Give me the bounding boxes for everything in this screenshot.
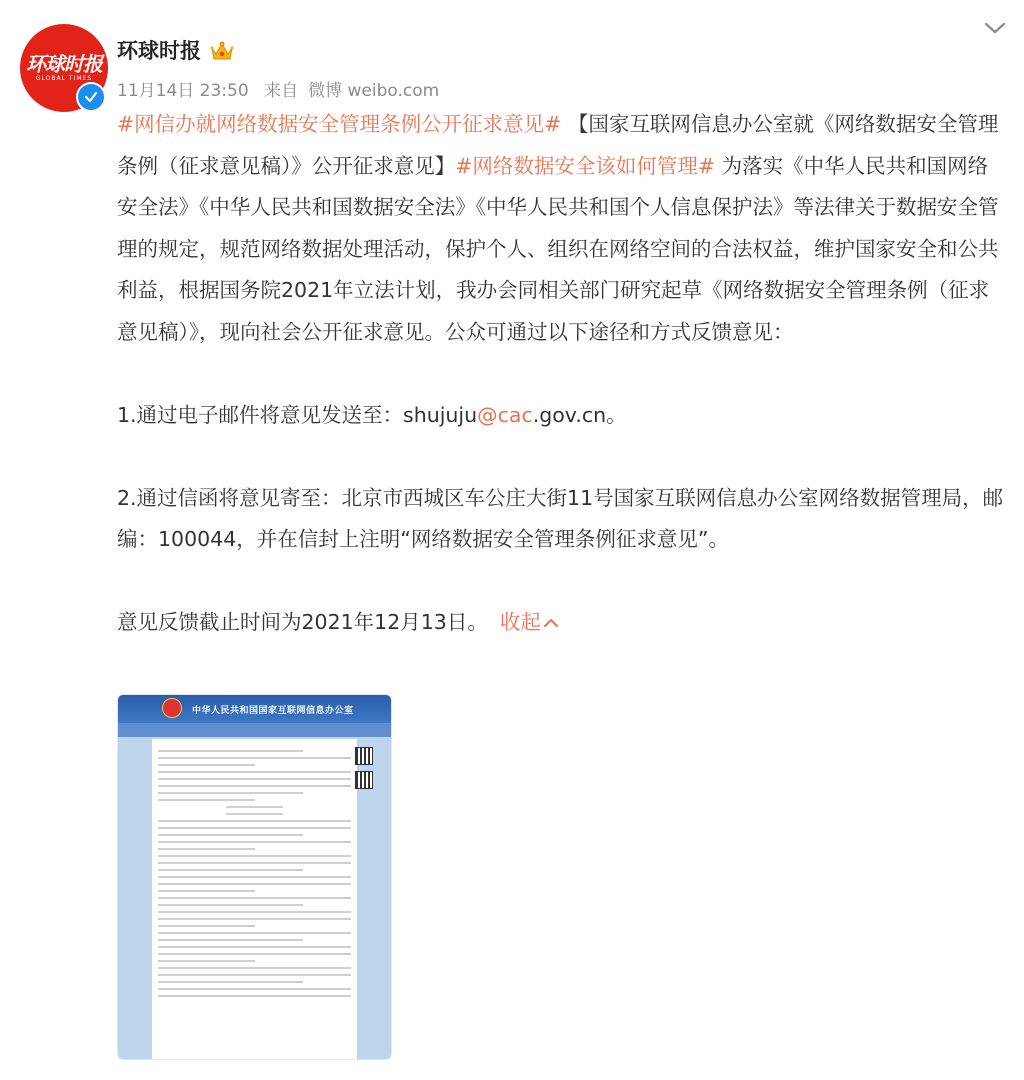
email-prefix: 1.通过电子邮件将意见发送至：shujuju xyxy=(117,402,478,427)
image-text-line xyxy=(158,995,351,997)
post-meta xyxy=(117,78,449,104)
image-text-line xyxy=(158,897,351,899)
image-text-line xyxy=(158,876,351,878)
verified-badge-icon xyxy=(76,82,106,112)
image-document-page xyxy=(152,739,357,1060)
image-text-line xyxy=(158,960,255,962)
image-text-line xyxy=(158,869,303,871)
image-site-title: 中华人民共和国国家互联网信息办公室 xyxy=(192,705,354,716)
avatar-logo-text: 环球时报 xyxy=(26,52,102,76)
deadline-line xyxy=(117,602,1007,644)
email-suffix: .gov.cn。 xyxy=(532,402,627,427)
spacer xyxy=(117,353,1007,395)
emblem-icon xyxy=(162,698,182,718)
image-text-line xyxy=(158,932,351,934)
image-site-header xyxy=(118,695,391,723)
image-text-line xyxy=(158,939,303,941)
spacer xyxy=(117,561,1007,603)
image-text-line xyxy=(158,841,351,843)
post-paragraph xyxy=(117,104,1007,353)
image-text-line xyxy=(158,750,303,752)
post-source: 微博 weibo.com xyxy=(308,81,440,101)
image-text-line xyxy=(158,771,351,773)
image-text-line xyxy=(158,834,303,836)
email-line xyxy=(117,395,1007,437)
image-text-line xyxy=(158,862,351,864)
image-text-line xyxy=(158,757,351,759)
spacer xyxy=(117,436,1007,478)
image-text-line xyxy=(158,848,255,850)
post-timestamp[interactable]: 11月14日 23:50 xyxy=(117,81,249,101)
crown-icon xyxy=(209,40,235,62)
image-text-line xyxy=(158,904,303,906)
image-text-line xyxy=(158,911,351,913)
image-text-line xyxy=(158,827,351,829)
mail-line: 2.通过信函将意见寄至：北京市西城区车公庄大街11号国家互联网信息办公室网络数据管理局，邮编：100044，并在信封上注明“网络数据安全管理条例征求意见”。 xyxy=(117,485,1004,551)
account-name[interactable] xyxy=(117,36,235,66)
image-text-line xyxy=(158,792,303,794)
avatar-logo-sub: GLOBAL TIMES xyxy=(35,75,93,82)
image-text-line xyxy=(158,778,351,780)
chevron-down-icon[interactable] xyxy=(984,20,1006,36)
image-text-line xyxy=(158,820,351,822)
image-text-line xyxy=(158,925,255,927)
post-text: 为落实《中华人民共和国网络安全法》《中华人民共和国数据安全法》《中华人民共和国个人信息保护法》等法律关于数据安全管理的规定，规范网络数据处理活动，保护个人、组织在网络空间的合法权益，维护国家安全和公共利益，根据国务院2021年立法计划，我办会同相关部门研究起草《网络数据安全管理条例（征求意见稿）》，现向社会公开征求意见。公众可通过以下途径和方式反馈意见： xyxy=(117,153,999,344)
image-text-line xyxy=(158,953,351,955)
image-text-line xyxy=(226,813,284,815)
fold-label[interactable]: 收起 xyxy=(499,610,541,634)
image-text-line xyxy=(158,785,351,787)
image-text-line xyxy=(158,918,351,920)
image-text-line xyxy=(158,967,351,969)
email-link[interactable]: @cac xyxy=(477,402,533,427)
hashtag-link[interactable]: #网络数据安全该如何管理# xyxy=(455,153,716,178)
image-text-line xyxy=(226,806,284,808)
image-text-line xyxy=(158,883,351,885)
fold-button[interactable] xyxy=(500,610,559,634)
image-text-line xyxy=(158,974,351,976)
image-text-line xyxy=(158,981,303,983)
image-text-line xyxy=(158,890,255,892)
image-text-line xyxy=(158,988,351,990)
post-text: 【国家互联网信息办公室就《网络数据安全管理条例（征求意见稿）》公开征求意见】 xyxy=(117,112,999,178)
post-image[interactable] xyxy=(117,694,392,1060)
image-text-line xyxy=(158,799,255,801)
qr-code-icon xyxy=(355,771,373,789)
image-text-line xyxy=(158,764,255,766)
deadline-text: 意见反馈截止时间为2021年12月13日。 xyxy=(117,610,488,634)
image-text-line xyxy=(158,946,351,948)
post-content xyxy=(117,104,1007,644)
hashtag-link[interactable]: #网信办就网络数据安全管理条例公开征求意见# xyxy=(117,112,562,136)
chevron-up-icon xyxy=(543,617,559,629)
source-prefix: 来自 xyxy=(264,81,299,101)
image-nav-bar xyxy=(118,723,391,737)
qr-code-icon xyxy=(355,747,373,765)
account-name-text[interactable]: 环球时报 xyxy=(117,39,201,63)
image-text-line xyxy=(158,855,351,857)
